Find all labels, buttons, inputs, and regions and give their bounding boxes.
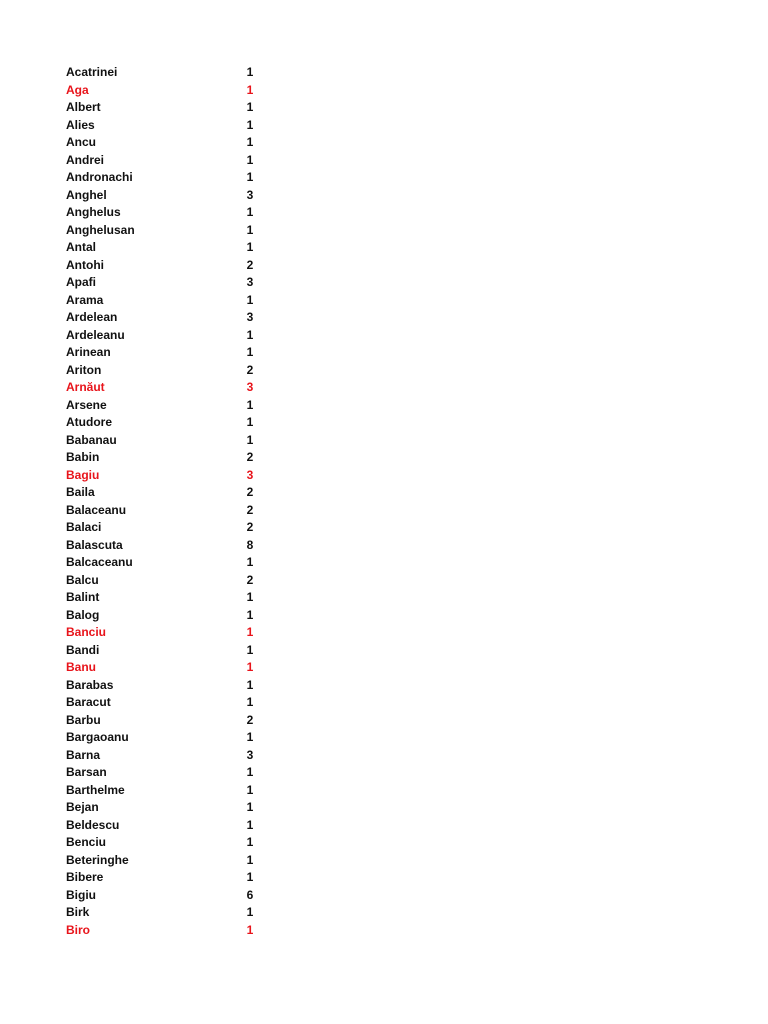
surname: Babin	[66, 450, 100, 464]
count: 1	[246, 327, 254, 342]
surname: Anghel	[66, 187, 107, 202]
count: 3	[246, 310, 254, 324]
surname: Balascuta	[66, 537, 123, 552]
list-item	[66, 292, 266, 310]
count: 2	[246, 450, 254, 464]
list-item	[66, 309, 266, 327]
count: 2	[246, 257, 254, 272]
count: 1	[246, 852, 254, 867]
surname: Balcu	[66, 572, 99, 587]
surname: Barna	[66, 747, 101, 762]
surname: Arama	[66, 292, 104, 307]
list-item	[66, 537, 266, 555]
list-item	[66, 467, 266, 485]
count: 3	[246, 467, 254, 482]
surname: Baracut	[66, 695, 111, 709]
count: 2	[246, 502, 254, 517]
surname: Bandi	[66, 642, 100, 657]
surname: Babanau	[66, 432, 117, 447]
list-item	[66, 362, 266, 380]
surname: Anghelus	[66, 205, 121, 219]
list-item	[66, 117, 266, 135]
count: 1	[246, 625, 254, 639]
surname: Antal	[66, 240, 96, 254]
list-item	[66, 502, 266, 520]
surname: Ardeleanu	[66, 327, 125, 342]
count: 1	[246, 100, 254, 114]
list-item	[66, 747, 266, 765]
surname: Bibere	[66, 870, 104, 884]
surname: Apafi	[66, 275, 96, 289]
count: 1	[246, 835, 254, 849]
surname: Biro	[66, 922, 90, 937]
count: 1	[246, 397, 254, 412]
count: 3	[246, 747, 254, 762]
list-item	[66, 152, 266, 170]
count: 2	[246, 362, 254, 377]
count: 3	[246, 187, 254, 202]
surname: Barthelme	[66, 782, 125, 797]
surname: Banciu	[66, 625, 107, 639]
list-item	[66, 869, 266, 887]
count: 1	[246, 205, 254, 219]
list-item	[66, 344, 266, 362]
count: 1	[246, 152, 254, 167]
list-item	[66, 887, 266, 905]
surname: Balaci	[66, 520, 102, 534]
count: 1	[246, 117, 254, 132]
surname: Beteringhe	[66, 852, 129, 867]
count: 6	[246, 887, 254, 902]
surname: Andrei	[66, 152, 105, 167]
count: 2	[246, 520, 254, 534]
count: 1	[246, 922, 254, 937]
list-item	[66, 432, 266, 450]
surname: Atudore	[66, 415, 112, 429]
surname: Anghelusan	[66, 222, 135, 237]
surname: Balcaceanu	[66, 555, 133, 569]
list-item	[66, 817, 266, 835]
count: 1	[246, 65, 254, 79]
list-item	[66, 677, 266, 695]
count: 2	[246, 485, 254, 499]
list-item	[66, 834, 266, 852]
count: 1	[246, 222, 254, 237]
list-item	[66, 922, 266, 940]
count: 1	[246, 432, 254, 447]
list-item	[66, 414, 266, 432]
count: 1	[246, 135, 254, 149]
count: 1	[246, 782, 254, 797]
count: 1	[246, 82, 254, 97]
surname: Aga	[66, 82, 89, 97]
count: 1	[246, 765, 254, 779]
list-item	[66, 239, 266, 257]
surname: Bagiu	[66, 467, 100, 482]
list-item	[66, 519, 266, 537]
list-item	[66, 204, 266, 222]
count: 1	[246, 555, 254, 569]
count: 1	[246, 642, 254, 657]
count: 1	[246, 292, 254, 307]
list-item	[66, 782, 266, 800]
count: 1	[246, 240, 254, 254]
count: 1	[246, 660, 254, 674]
surname: Birk	[66, 905, 90, 919]
list-item	[66, 712, 266, 730]
surname: Banu	[66, 660, 96, 674]
surname: Beldescu	[66, 817, 120, 832]
surname: Arnăut	[66, 380, 105, 394]
list-item	[66, 607, 266, 625]
surname: Andronachi	[66, 170, 133, 184]
list-item	[66, 694, 266, 712]
list-item	[66, 799, 266, 817]
list-item	[66, 659, 266, 677]
list-item	[66, 397, 266, 415]
surname: Alies	[66, 117, 95, 132]
list-item	[66, 729, 266, 747]
count: 1	[246, 345, 254, 359]
list-item	[66, 484, 266, 502]
surname: Bigiu	[66, 887, 96, 902]
surname: Ariton	[66, 362, 102, 377]
list-item	[66, 852, 266, 870]
count: 3	[246, 380, 254, 394]
surname: Albert	[66, 100, 101, 114]
list-item	[66, 449, 266, 467]
surname: Baila	[66, 485, 95, 499]
surname: Arinean	[66, 345, 111, 359]
count: 1	[246, 800, 254, 814]
list-item	[66, 764, 266, 782]
list-item	[66, 327, 266, 345]
list-item	[66, 187, 266, 205]
list-item	[66, 904, 266, 922]
surname: Balog	[66, 607, 100, 622]
surname: Barsan	[66, 765, 107, 779]
list-item	[66, 589, 266, 607]
count: 2	[246, 712, 254, 727]
list-item	[66, 624, 266, 642]
list-item	[66, 379, 266, 397]
surname: Benciu	[66, 835, 107, 849]
list-item	[66, 572, 266, 590]
surname-count-list	[66, 64, 266, 939]
surname: Balint	[66, 590, 100, 604]
count: 8	[246, 537, 254, 552]
surname: Bejan	[66, 800, 99, 814]
surname: Barbu	[66, 712, 101, 727]
list-item	[66, 169, 266, 187]
surname: Ancu	[66, 135, 96, 149]
list-item	[66, 134, 266, 152]
count: 1	[246, 415, 254, 429]
count: 2	[246, 572, 254, 587]
surname: Balaceanu	[66, 502, 127, 517]
list-item	[66, 257, 266, 275]
surname: Acatrinei	[66, 65, 118, 79]
count: 1	[246, 695, 254, 709]
count: 1	[246, 677, 254, 692]
count: 1	[246, 870, 254, 884]
count: 1	[246, 170, 254, 184]
surname: Barabas	[66, 677, 114, 692]
count: 1	[246, 730, 254, 744]
list-item	[66, 642, 266, 660]
list-item	[66, 64, 266, 82]
list-item	[66, 274, 266, 292]
surname: Arsene	[66, 397, 107, 412]
list-item	[66, 554, 266, 572]
surname: Bargaoanu	[66, 730, 129, 744]
list-item	[66, 222, 266, 240]
count: 1	[246, 905, 254, 919]
count: 1	[246, 607, 254, 622]
surname: Ardelean	[66, 310, 118, 324]
list-item	[66, 99, 266, 117]
surname: Antohi	[66, 257, 104, 272]
list-item	[66, 82, 266, 100]
count: 1	[246, 590, 254, 604]
count: 1	[246, 817, 254, 832]
count: 3	[246, 275, 254, 289]
